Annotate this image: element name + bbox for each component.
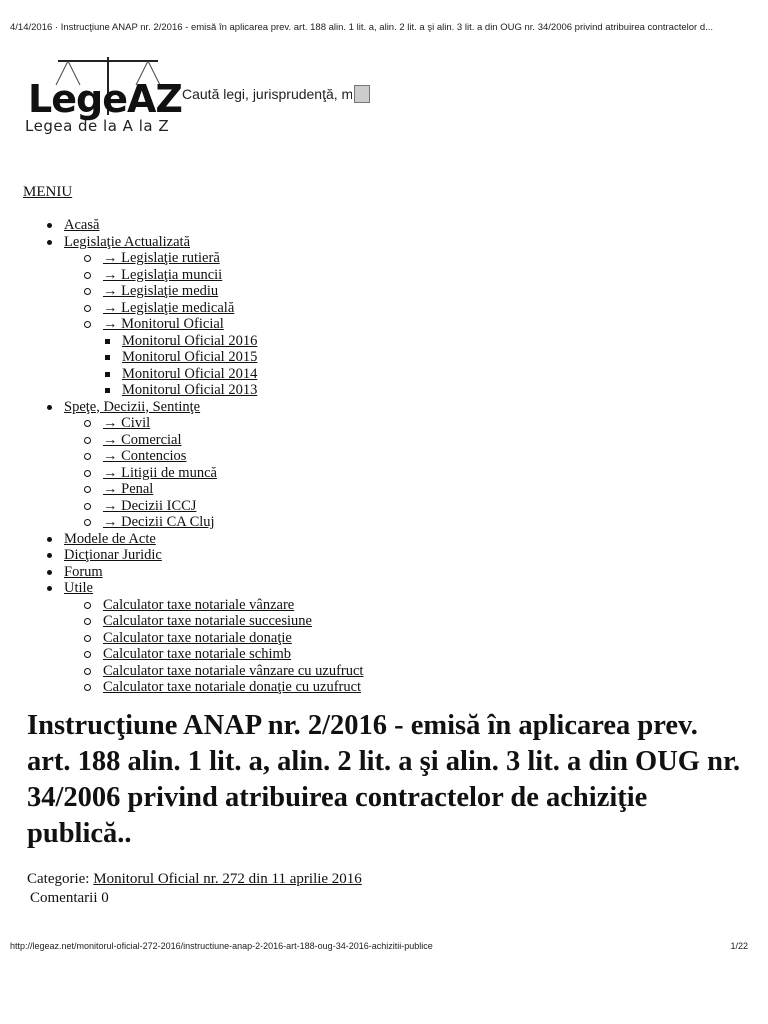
nav-subitem <box>64 300 740 317</box>
nav-link-calc-schimb[interactable]: Calculator taxe notariale schimb <box>103 646 292 662</box>
nav-subitem <box>64 663 740 680</box>
nav-subitem <box>64 267 740 284</box>
nav-link-decizii-ca-cluj[interactable]: → Decizii CA Cluj <box>103 514 215 530</box>
nav-subsubitem <box>103 333 740 350</box>
nav-link-mo-2015[interactable]: Monitorul Oficial 2015 <box>122 349 258 365</box>
main-navigation <box>0 217 740 696</box>
nav-subitem <box>64 250 740 267</box>
nav-subitem <box>64 465 740 482</box>
nav-subitem <box>64 283 740 300</box>
nav-subitem <box>64 679 740 696</box>
nav-link-calc-vanzare[interactable]: Calculator taxe notariale vânzare <box>103 596 295 613</box>
nav-link-decizii-iccj[interactable]: → Decizii ICCJ <box>103 497 197 514</box>
nav-link-calc-vanzare-uzufruct[interactable]: Calculator taxe notariale vânzare cu uzufruct <box>103 662 364 679</box>
nav-subsubitem <box>103 366 740 383</box>
nav-subitem <box>64 597 740 614</box>
nav-link-dictionar[interactable]: Dicţionar Juridic <box>64 547 162 563</box>
nav-subitem <box>64 646 740 663</box>
article-title: Instrucţiune ANAP nr. 2/2016 - emisă în aplicarea prev. art. 188 alin. 1 lit. a, alin. 2 lit. a şi alin. 3 lit. a din OUG nr. 34/2006 privind atribuirea contractelor de achiziţie publică.. <box>27 710 741 849</box>
search-input[interactable] <box>182 86 352 102</box>
nav-link-mo-2016[interactable]: Monitorul Oficial 2016 <box>122 332 258 349</box>
logo-text: LegeAZ <box>28 77 182 121</box>
nav-subitem <box>64 415 740 432</box>
menu-title[interactable]: MENIU <box>23 184 73 200</box>
nav-link-litigii-munca[interactable]: → Litigii de muncă <box>103 464 217 481</box>
nav-subsubitem <box>103 382 740 399</box>
nav-link-civil[interactable]: → Civil <box>103 415 151 431</box>
nav-link-calc-succesiune[interactable]: Calculator taxe notariale succesiune <box>103 613 312 629</box>
nav-link-legislatie-mediu[interactable]: → Legislaţie mediu <box>103 283 219 299</box>
site-tagline: Legea de la A la Z <box>25 117 170 135</box>
page-url: http://legeaz.net/monitorul-oficial-272-2016/instructiune-anap-2-2016-art-188-oug-34-2016-achizitii-publice <box>10 941 433 951</box>
article-meta <box>27 870 362 908</box>
nav-item-modele <box>0 531 740 548</box>
nav-item-utile <box>0 580 740 696</box>
nav-link-monitorul-oficial[interactable]: → Monitorul Oficial <box>103 316 224 332</box>
nav-link-calc-donatie-uzufruct[interactable]: Calculator taxe notariale donaţie cu uzufruct <box>103 679 362 695</box>
nav-link-spete[interactable]: Speţe, Decizii, Sentinţe <box>64 398 201 415</box>
nav-item-forum <box>0 564 740 581</box>
nav-link-comercial[interactable]: → Comercial <box>103 431 182 448</box>
nav-link-calc-donatie[interactable]: Calculator taxe notariale donaţie <box>103 629 292 646</box>
nav-subitem <box>64 498 740 515</box>
nav-link-legislatia-muncii[interactable]: → Legislaţia muncii <box>103 266 223 283</box>
nav-link-mo-2014[interactable]: Monitorul Oficial 2014 <box>122 365 258 382</box>
nav-subitem <box>64 448 740 465</box>
nav-subitem <box>64 514 740 531</box>
nav-item-legislatie <box>0 234 740 399</box>
nav-subitem <box>64 481 740 498</box>
nav-subsubitem <box>103 349 740 366</box>
search-button-icon[interactable] <box>354 85 370 103</box>
search-bar <box>182 83 372 105</box>
nav-subitem <box>64 630 740 647</box>
nav-subitem <box>64 613 740 630</box>
nav-subitem <box>64 432 740 449</box>
nav-link-penal[interactable]: → Penal <box>103 481 154 497</box>
nav-link-legislatie[interactable]: Legislaţie Actualizată <box>64 233 191 250</box>
nav-link-modele-acte[interactable]: Modele de Acte <box>64 530 156 547</box>
nav-link-mo-2013[interactable]: Monitorul Oficial 2013 <box>122 382 258 398</box>
print-footer <box>10 941 748 951</box>
nav-link-legislatie-rutiera[interactable]: → Legislaţie rutieră <box>103 250 220 266</box>
category-row <box>27 870 362 889</box>
nav-link-contencios[interactable]: → Contencios <box>103 448 187 464</box>
page-number: 1/22 <box>730 941 748 951</box>
nav-item-acasa <box>0 217 740 234</box>
nav-link-forum[interactable]: Forum <box>64 563 103 580</box>
category-link[interactable]: Monitorul Oficial nr. 272 din 11 aprilie 2016 <box>93 871 362 887</box>
nav-item-spete <box>0 399 740 531</box>
nav-item-dictionar <box>0 547 740 564</box>
category-label: Categorie: <box>27 871 90 887</box>
comments-count[interactable]: Comentarii 0 <box>30 890 109 906</box>
nav-subitem <box>64 316 740 399</box>
nav-link-acasa[interactable]: Acasă <box>64 217 100 233</box>
nav-link-legislatie-medicala[interactable]: → Legislaţie medicală <box>103 299 235 316</box>
print-header: 4/14/2016 · Instrucţiune ANAP nr. 2/2016 - emisă în aplicarea prev. art. 188 alin. 1 lit. a, alin. 2 lit. a şi alin. 3 lit. a din OUG nr. 34/2006 privind atribuirea contractelor d... <box>10 22 714 33</box>
nav-link-utile[interactable]: Utile <box>64 580 93 596</box>
